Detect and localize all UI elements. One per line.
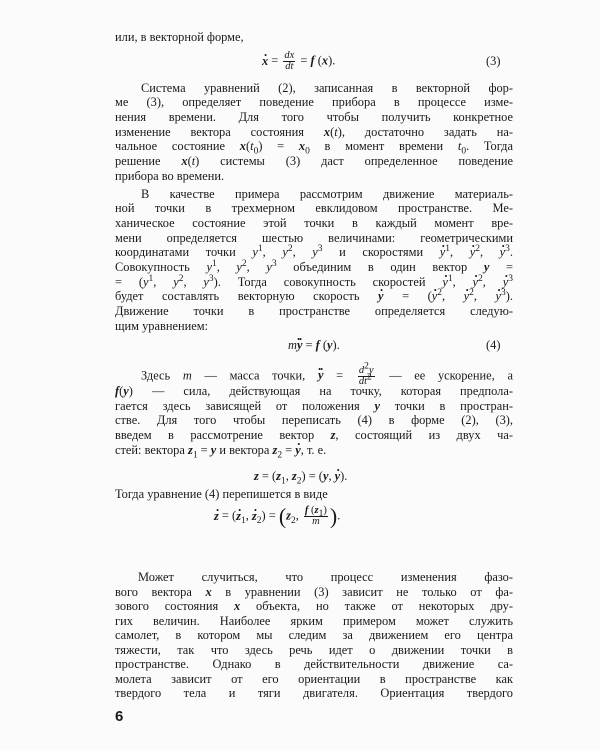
paragraph-4-line: самолет, в котором мы следим за движением его центра xyxy=(115,628,513,642)
equation-4: m.. y = f (y). xyxy=(288,338,340,353)
paragraph-3-line: гается здесь зависящей от положения y точки в простран- xyxy=(115,398,513,413)
paragraph-1-line: нения времени. Для того чтобы получить конкретное xyxy=(115,109,513,124)
paragraph-4-line: Может случиться, что процесс изменения фазо- xyxy=(138,570,513,584)
paragraph-2-line: координатами точки $y^1$, $y^2$, $y^3$ и скоростями . $y^1$, . $y^2$, . $y^3$. xyxy=(115,245,513,260)
paragraph-2-line: щим уравнением: xyxy=(115,318,209,333)
equation-z: $z = (z_1$, $z_2) = (y$, . y). xyxy=(254,469,347,484)
paragraph-2-line: ханическое состояние этой точки в каждый момент вре- xyxy=(115,215,513,230)
paragraph-3-line: Тогда уравнение (4) перепишется в виде xyxy=(115,486,328,501)
paragraph-4-line: зового состояния x объекта, но также от некоторых дру- xyxy=(115,599,513,613)
paragraph-4-line: вого вектора x в уравнении (3) зависит не только от фа- xyxy=(115,584,514,599)
paragraph-3-line: f(y) — сила, действующая на точку, которая предпола- xyxy=(115,383,513,398)
paragraph-3-line: стве. Для того чтобы переписать (4) в форме (2), (3), xyxy=(115,413,513,428)
paragraph-1-line: изменение вектора состояния x(t), достаточно задать на- xyxy=(115,124,513,139)
paragraph-2-line: Движение точки в пространстве определяется следую- xyxy=(115,304,513,319)
paragraph-2-line: = ($y^1$, $y^2$, $y^3$). Тогда совокупность скоростей . $y^1$, . $y^2$, . $y^3$ xyxy=(115,275,513,290)
paragraph-4-line: твердого тела и тяги двигателя. Ориентация твердого xyxy=(115,686,513,700)
paragraph-2-line: будет составлять векторную скорость . y = (. $y^2$, . $y^2$, . $y^3$). xyxy=(115,289,513,304)
equation-dz: . z = (. $z_1$, . $z_2) = (z_2$, $\frac{f (z_1)}{m}$ ). xyxy=(214,506,340,527)
paragraph-3-line: Здесь m — масса точки, .. y = $\frac{d^2y}{dt^2}$ — ее ускорение, а xyxy=(141,366,513,387)
paragraph-1-line: ме (3), определяет поведение прибора в процессе изме- xyxy=(115,95,513,110)
page-number: 6 xyxy=(115,708,124,725)
paragraph-4-line: пространстве. Однако в действительности движение са- xyxy=(115,657,513,671)
paragraph-2-line: ной точки в трехмерном евклидовом пространстве. Ме- xyxy=(115,201,513,216)
paragraph-4-line: тяжести, так что здесь речь идет о движении точки в xyxy=(115,642,513,657)
paragraph-2-line: В качестве примера рассмотрим движение материаль- xyxy=(141,186,513,201)
paragraph-2-line: мени определяется шестью величинами: геометрическими xyxy=(115,230,513,245)
paragraph-3-line: стей: вектора $z_1 = y$ и вектора $z_2$ = . y, т. е. xyxy=(115,443,513,458)
equation-3-number: (3) xyxy=(486,54,501,69)
intro-text: или, в векторной форме, xyxy=(115,30,244,44)
paragraph-1-line: прибора во времени. xyxy=(115,168,225,183)
paragraph-1-line: решение x(t) системы (3) даст определенное поведение xyxy=(115,153,513,168)
paragraph-4-line: гих величин. Наиболее ярким примером может служить xyxy=(115,613,513,628)
paragraph-1-line: Система уравнений (2), записанная в векторной фор- xyxy=(141,80,513,95)
equation-3: . x = $\frac{dx}{dt}$ = f (x). xyxy=(262,51,335,72)
paragraph-1-line: чальное состояние $x(t_0) = x_0$ в момент времени $t_0$. Тогда xyxy=(115,139,513,157)
paragraph-2-line: Совокупность $y^1$, $y^2$, $y^3$ объединим в один вектор y = xyxy=(115,258,513,274)
equation-4-number: (4) xyxy=(486,338,501,353)
paragraph-3-line: введем в рассмотрение вектор z, состоящий из двух ча- xyxy=(115,428,513,443)
paragraph-4-line: молета зависит от его ориентации в пространстве как xyxy=(115,671,513,686)
